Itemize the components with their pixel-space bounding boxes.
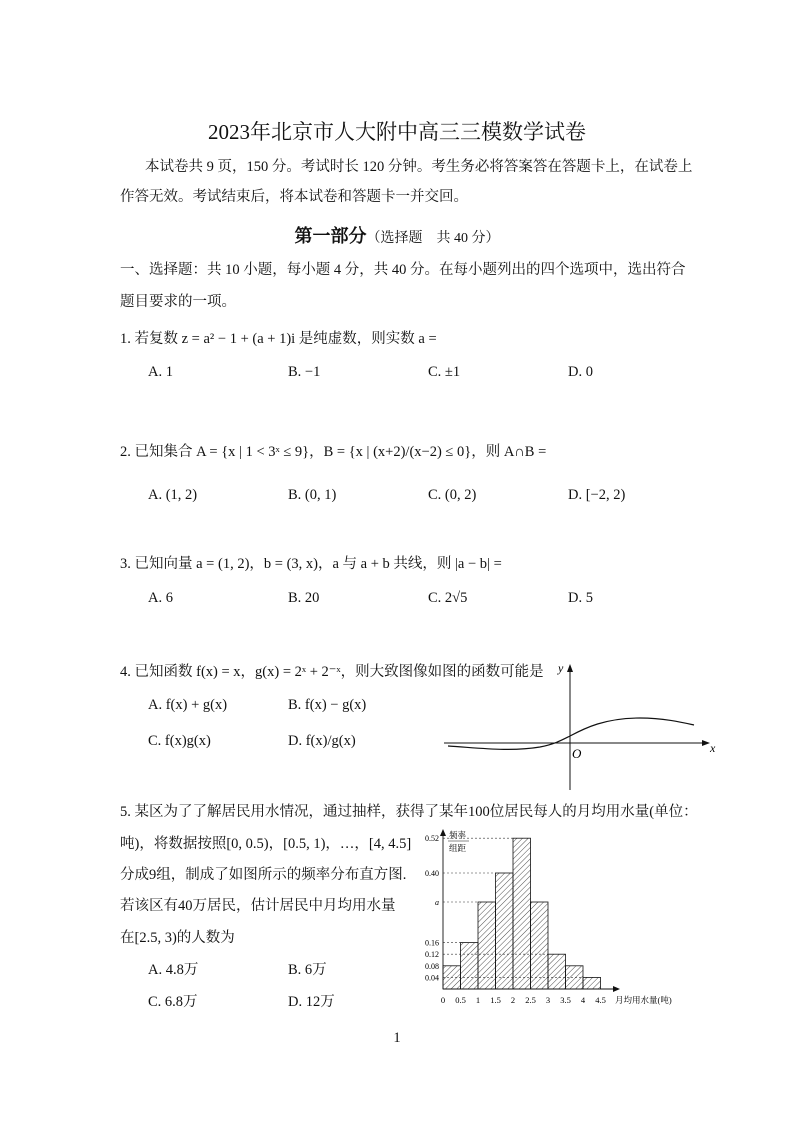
hist-bar: [513, 838, 531, 989]
q5-option-a[interactable]: A. 4.8万: [148, 962, 199, 978]
q3-option-c[interactable]: C. 2√5: [428, 590, 468, 606]
q4-option-d[interactable]: D. f(x)/g(x): [288, 733, 356, 749]
hist-x-tick-label: 1.5: [490, 995, 501, 1005]
q3-number: 3.: [120, 556, 131, 572]
q3-text: 已知向量 a = (1, 2)，b = (3, x)，a 与 a + b 共线，则 |a − b| =: [134, 556, 502, 572]
section-instructions-2: 题目要求的一项。: [120, 294, 236, 310]
hist-x-tick-label: 2: [510, 995, 516, 1005]
section-instructions-1: 一、选择题：共 10 小题，每小题 4 分，共 40 分。在每小题列出的四个选项中，选出符合: [120, 262, 686, 278]
hist-y-label-top: 频率: [449, 830, 467, 840]
q1-option-c[interactable]: C. ±1: [428, 364, 461, 380]
hist-bar: [583, 977, 601, 989]
hist-y-tick-label: 0.08: [425, 961, 439, 971]
hist-y-tick-label: a: [435, 898, 439, 907]
part-heading-title: 第一部分: [294, 226, 367, 246]
hist-x-tick-label: 0.5: [455, 995, 466, 1005]
q4-option-a[interactable]: A. f(x) + g(x): [148, 697, 228, 713]
q2-option-d[interactable]: D. [−2, 2): [568, 487, 626, 503]
q4-function-graph: [440, 660, 720, 795]
hist-y-tick-label: 0.40: [425, 869, 439, 878]
q2-number: 2.: [120, 444, 131, 460]
hist-y-tick-label: 0.52: [425, 834, 439, 844]
hist-x-tick-label: 1: [475, 995, 481, 1005]
q3-stem: [120, 552, 502, 573]
q5-option-c[interactable]: C. 6.8万: [148, 994, 198, 1010]
hist-y-label-bottom: 组距: [449, 843, 467, 853]
hist-y-tick-label: 0.04: [425, 973, 439, 983]
q3-option-a[interactable]: A. 6: [148, 590, 173, 606]
q1-number: 1.: [120, 331, 131, 347]
intro-line-1: 本试卷共 9 页，150 分。考试时长 120 分钟。考生务必将答案答在答题卡上，在试卷上: [145, 159, 693, 175]
hist-bar: [478, 902, 496, 989]
hist-x-tick-label: 4: [580, 995, 586, 1005]
hist-bar: [461, 943, 479, 989]
q4-y-label: y: [558, 661, 564, 675]
q4-option-b[interactable]: B. f(x) − g(x): [288, 697, 367, 713]
q5-option-d[interactable]: D. 12万: [288, 994, 335, 1010]
hist-bar: [496, 873, 514, 989]
q5-number: 5.: [120, 804, 131, 820]
q5-stem-1: [120, 800, 698, 821]
hist-bar: [566, 966, 584, 989]
q1-text: 若复数 z = a² − 1 + (a + 1)i 是纯虚数，则实数 a =: [134, 331, 437, 347]
q5-stem-2: 吨)，将数据按照[0, 0.5)，[0.5, 1)，…，[4, 4.5]: [120, 836, 412, 852]
hist-x-axis-arrow: [613, 986, 620, 992]
q5-histogram: [410, 826, 700, 1011]
q4-origin-label: O: [572, 746, 582, 761]
q1-option-d[interactable]: D. 0: [568, 364, 593, 380]
q2-option-b[interactable]: B. (0, 1): [288, 487, 337, 503]
hist-x-tick-label: 0: [440, 995, 446, 1005]
q4-option-c[interactable]: C. f(x)g(x): [148, 733, 211, 749]
q4-curve: [448, 718, 694, 749]
q5-stem-5: 在[2.5, 3)的人数为: [120, 930, 235, 946]
q3-option-d[interactable]: D. 5: [568, 590, 593, 606]
hist-x-axis-label: 月均用水量(吨): [615, 995, 672, 1005]
hist-bar: [443, 966, 461, 989]
q2-option-c[interactable]: C. (0, 2): [428, 487, 477, 503]
intro-line-2: 作答无效。考试结束后，将本试卷和答题卡一并交回。: [120, 189, 468, 205]
hist-y-axis-arrow: [440, 829, 446, 836]
q4-number: 4.: [120, 664, 131, 680]
q1-option-b[interactable]: B. −1: [288, 364, 321, 380]
q2-stem: [120, 440, 546, 461]
hist-x-tick-label: 3.5: [560, 995, 571, 1005]
hist-y-tick-label: 0.12: [425, 950, 439, 960]
q1-stem: [120, 327, 437, 348]
q4-y-axis-arrow: [567, 664, 573, 672]
q1-option-a[interactable]: A. 1: [148, 364, 173, 380]
q3-option-b[interactable]: B. 20: [288, 590, 320, 606]
q2-text: 已知集合 A = {x | 1 < 3ˣ ≤ 9}，B = {x | (x+2)/(x−2) ≤ 0}，则 A∩B =: [134, 444, 547, 460]
page-number: 1: [393, 1030, 401, 1046]
q4-text: 已知函数 f(x) = x，g(x) = 2ˣ + 2⁻ˣ，则大致图像如图的函数可能是: [134, 664, 544, 680]
hist-bar: [531, 902, 549, 989]
q4-x-label: x: [710, 741, 716, 755]
q5-stem-4: 若该区有40万居民，估计居民中月均用水量: [120, 898, 396, 914]
page-title: 2023年北京市人大附中高三三模数学试卷: [208, 120, 586, 144]
q5-text-1: 某区为了了解居民用水情况，通过抽样，获得了某年100位居民每人的月均用水量(单位：: [134, 804, 698, 820]
q5-option-b[interactable]: B. 6万: [288, 962, 327, 978]
hist-x-tick-label: 4.5: [595, 995, 606, 1005]
part-heading: [0, 222, 794, 248]
hist-y-tick-label: 0.16: [425, 938, 439, 948]
hist-bar: [548, 954, 566, 989]
q4-x-axis-arrow: [702, 740, 710, 746]
hist-x-tick-label: 3: [545, 995, 551, 1005]
q2-option-a[interactable]: A. (1, 2): [148, 487, 198, 503]
q5-stem-3: 分成9组，制成了如图所示的频率分布直方图.: [120, 867, 407, 883]
part-heading-note: （选择题 共 40 分）: [366, 231, 500, 246]
hist-x-tick-label: 2.5: [525, 995, 536, 1005]
